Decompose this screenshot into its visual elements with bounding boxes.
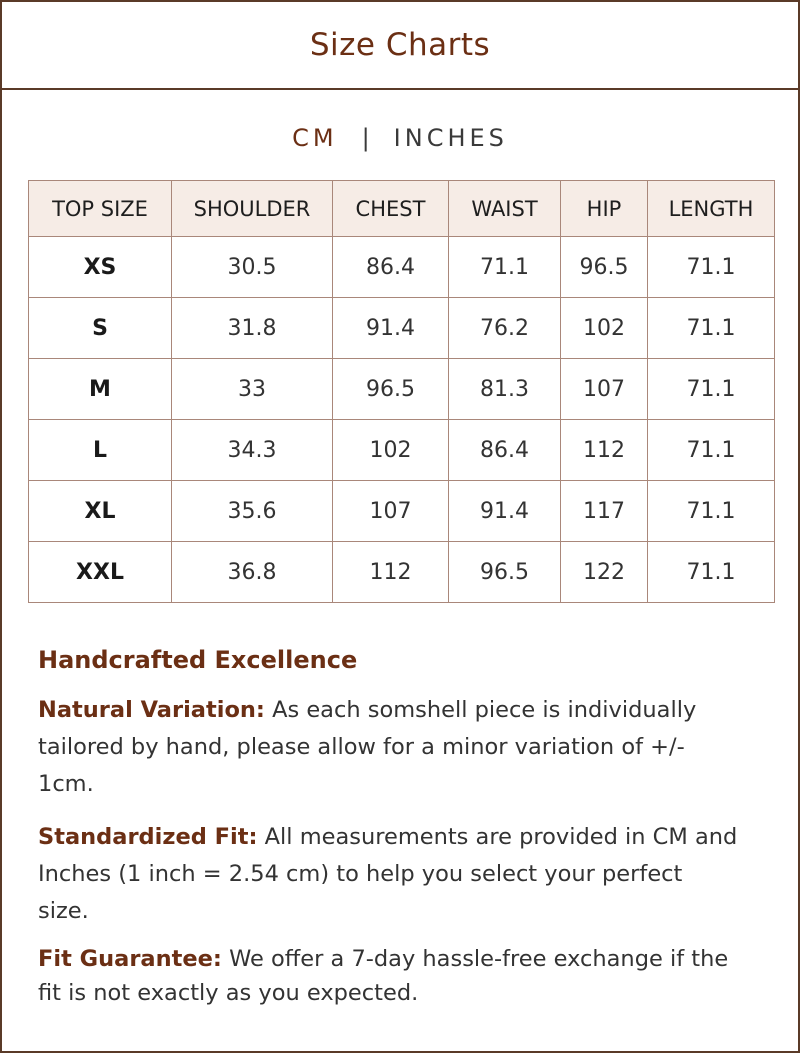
length-cell: 71.1: [648, 542, 775, 603]
column-header-length: LENGTH: [648, 181, 775, 237]
info-section: [38, 646, 738, 1026]
info-label: Standardized Fit:: [38, 824, 258, 850]
size-table: [28, 180, 775, 603]
waist-cell: 86.4: [449, 420, 561, 481]
column-header-hip: HIP: [561, 181, 648, 237]
hip-cell: 122: [561, 542, 648, 603]
chest-cell: 102: [333, 420, 449, 481]
size-cell: XS: [29, 237, 172, 298]
info-fit-guarantee: [38, 942, 738, 1010]
size-cell: XXL: [29, 542, 172, 603]
hip-cell: 107: [561, 359, 648, 420]
shoulder-cell: 36.8: [172, 542, 333, 603]
panel-header: [2, 2, 798, 90]
hip-cell: 102: [561, 298, 648, 359]
info-label: Natural Variation:: [38, 697, 265, 723]
shoulder-cell: 33: [172, 359, 333, 420]
chest-cell: 107: [333, 481, 449, 542]
column-header-chest: CHEST: [333, 181, 449, 237]
shoulder-cell: 35.6: [172, 481, 333, 542]
waist-cell: 81.3: [449, 359, 561, 420]
info-text: As each somshell piece is individually tailored by hand, please allow for a minor variation of +/- 1cm.: [38, 697, 697, 797]
waist-cell: 91.4: [449, 481, 561, 542]
info-text: We offer a 7-day hassle-free exchange if the fit is not exactly as you expected.: [38, 946, 729, 1006]
size-cell: M: [29, 359, 172, 420]
info-heading: Handcrafted Excellence: [38, 646, 358, 674]
unit-cm-tab[interactable]: CM: [292, 124, 338, 152]
size-cell: XL: [29, 481, 172, 542]
hip-cell: 112: [561, 420, 648, 481]
shoulder-cell: 31.8: [172, 298, 333, 359]
table-row: [29, 237, 775, 298]
waist-cell: 71.1: [449, 237, 561, 298]
table-row: [29, 298, 775, 359]
column-header-waist: WAIST: [449, 181, 561, 237]
table-row: [29, 420, 775, 481]
length-cell: 71.1: [648, 237, 775, 298]
chest-cell: 112: [333, 542, 449, 603]
hip-cell: 96.5: [561, 237, 648, 298]
info-standardized-fit: [38, 819, 738, 930]
waist-cell: 96.5: [449, 542, 561, 603]
hip-cell: 117: [561, 481, 648, 542]
shoulder-cell: 30.5: [172, 237, 333, 298]
size-cell: L: [29, 420, 172, 481]
length-cell: 71.1: [648, 481, 775, 542]
info-natural-variation: [38, 692, 738, 803]
length-cell: 71.1: [648, 359, 775, 420]
chest-cell: 96.5: [333, 359, 449, 420]
page-title: Size Charts: [309, 27, 491, 63]
table-header-row: [29, 181, 775, 237]
table-row: [29, 359, 775, 420]
waist-cell: 76.2: [449, 298, 561, 359]
table-row: [29, 481, 775, 542]
info-text: All measurements are provided in CM and Inches (1 inch = 2.54 cm) to help you select your perfect size.: [38, 824, 738, 924]
unit-toggle: [2, 124, 798, 152]
column-header-shoulder: SHOULDER: [172, 181, 333, 237]
column-header-top-size: TOP SIZE: [29, 181, 172, 237]
unit-separator: |: [361, 124, 370, 152]
chest-cell: 91.4: [333, 298, 449, 359]
table-row: [29, 542, 775, 603]
info-label: Fit Guarantee:: [38, 946, 222, 972]
shoulder-cell: 34.3: [172, 420, 333, 481]
size-cell: S: [29, 298, 172, 359]
chest-cell: 86.4: [333, 237, 449, 298]
length-cell: 71.1: [648, 420, 775, 481]
unit-inches-tab[interactable]: INCHES: [393, 124, 508, 152]
length-cell: 71.1: [648, 298, 775, 359]
